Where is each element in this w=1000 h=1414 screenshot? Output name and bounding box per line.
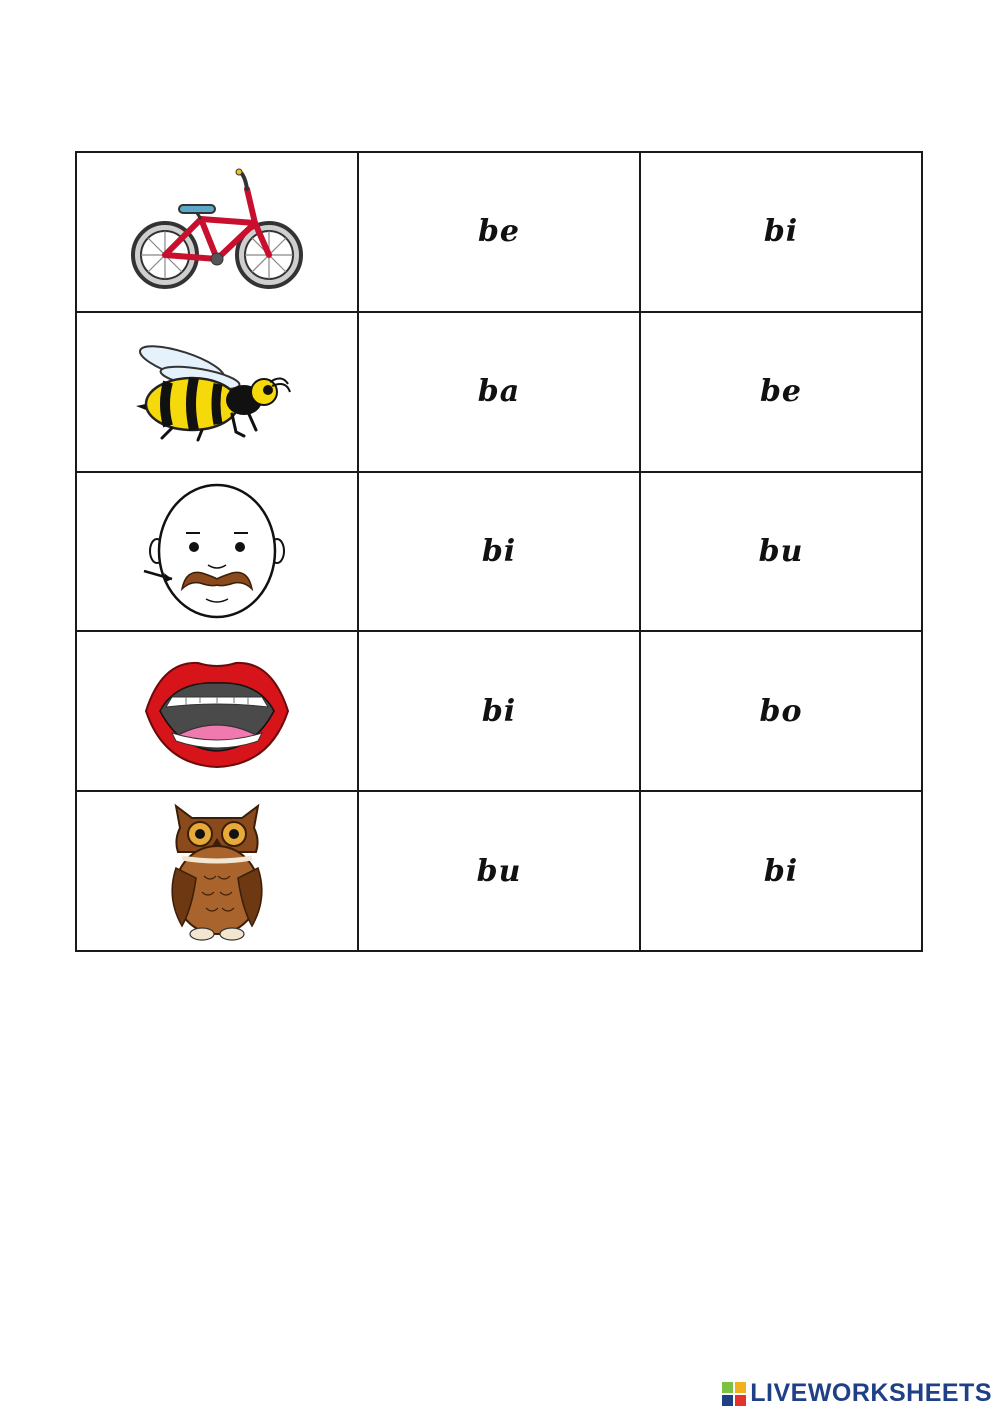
syllable-option[interactable]: be bbox=[759, 374, 803, 410]
option-cell[interactable] bbox=[640, 472, 922, 632]
table-row bbox=[76, 472, 922, 632]
bicycle-icon bbox=[127, 167, 307, 297]
table-row bbox=[76, 631, 922, 791]
picture-cell bbox=[76, 791, 358, 951]
option-cell[interactable] bbox=[358, 631, 640, 791]
mouth-icon bbox=[142, 651, 292, 771]
syllable-option[interactable]: bi bbox=[763, 214, 799, 250]
option-cell[interactable] bbox=[640, 791, 922, 951]
syllable-option[interactable]: ba bbox=[477, 374, 521, 410]
picture-cell bbox=[76, 312, 358, 472]
syllable-option[interactable]: bo bbox=[759, 693, 803, 729]
bee-icon bbox=[132, 342, 302, 442]
option-cell[interactable] bbox=[358, 312, 640, 472]
picture-cell bbox=[76, 472, 358, 632]
syllable-option[interactable]: bi bbox=[481, 533, 517, 569]
table-row bbox=[76, 312, 922, 472]
option-cell[interactable] bbox=[358, 472, 640, 632]
table-row bbox=[76, 152, 922, 312]
owl-icon bbox=[162, 798, 272, 944]
syllable-table bbox=[75, 151, 923, 952]
syllable-option[interactable]: be bbox=[477, 214, 521, 250]
option-cell[interactable] bbox=[358, 152, 640, 312]
option-cell[interactable] bbox=[640, 631, 922, 791]
syllable-option[interactable]: bi bbox=[763, 853, 799, 889]
brand-name: LIVEWORKSHEETS bbox=[750, 1379, 992, 1407]
table-row bbox=[76, 791, 922, 951]
picture-cell bbox=[76, 152, 358, 312]
syllable-option[interactable]: bu bbox=[758, 533, 804, 569]
picture-cell bbox=[76, 631, 358, 791]
syllable-option[interactable]: bu bbox=[476, 853, 522, 889]
option-cell[interactable] bbox=[358, 791, 640, 951]
syllable-option[interactable]: bi bbox=[481, 693, 517, 729]
brand-logo[interactable] bbox=[722, 1379, 992, 1408]
option-cell[interactable] bbox=[640, 312, 922, 472]
liveworksheets-logo-icon bbox=[722, 1382, 746, 1406]
mustache-face-icon bbox=[142, 481, 292, 621]
option-cell[interactable] bbox=[640, 152, 922, 312]
